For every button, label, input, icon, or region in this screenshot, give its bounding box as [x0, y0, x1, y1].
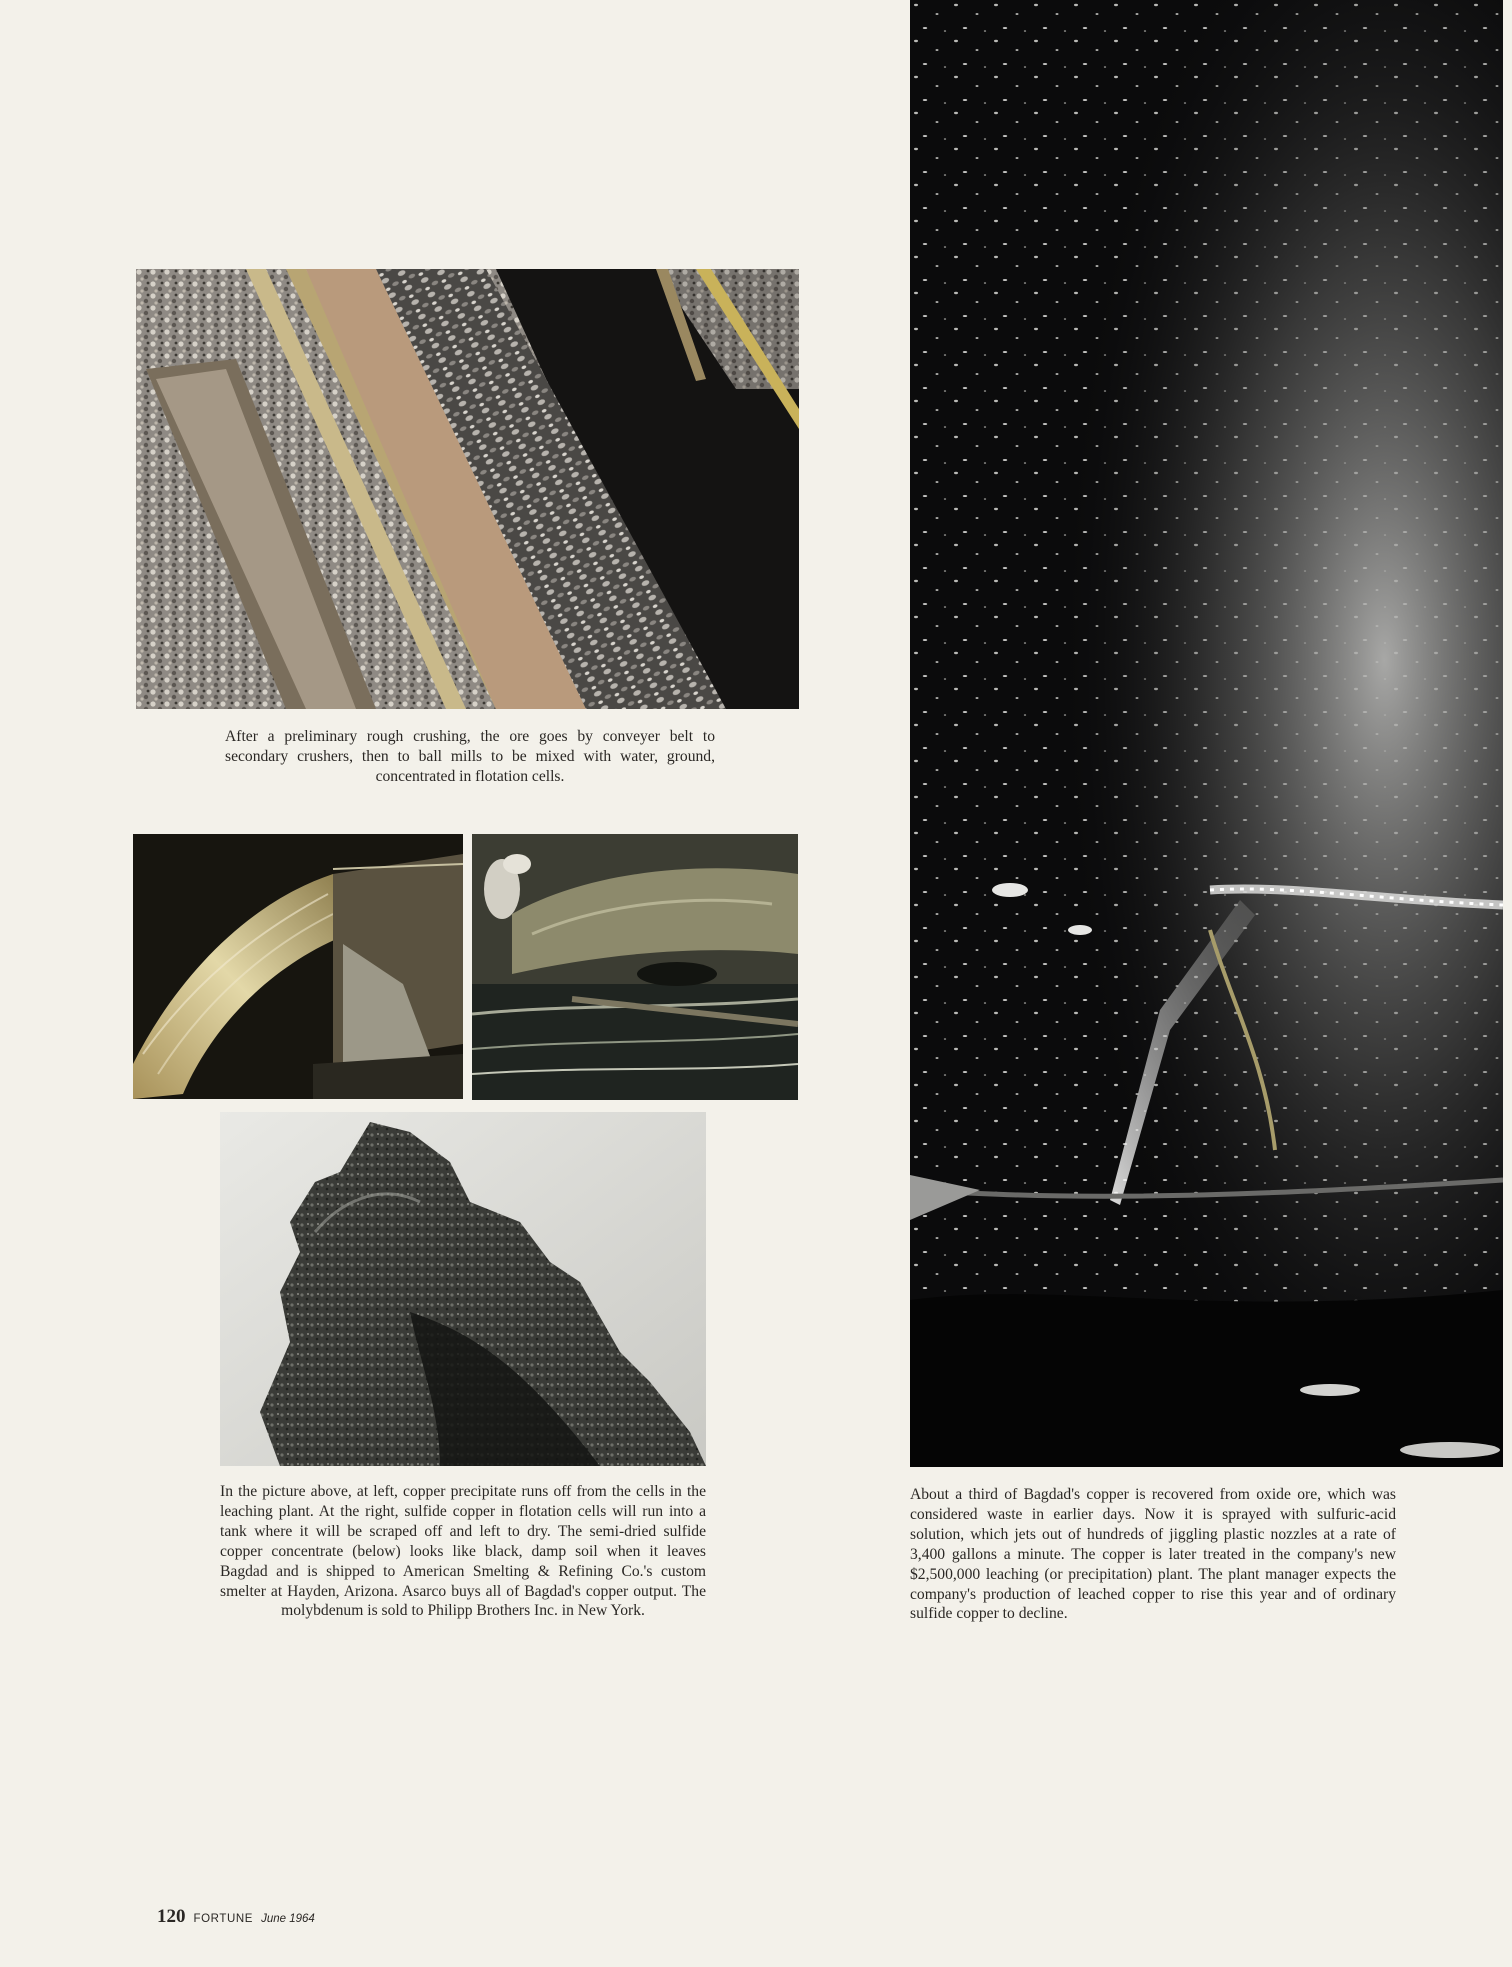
- caption-spray: About a third of Bagdad's copper is recovered from oxide ore, which was considered waste in earlier days. Now it is sprayed with sulfuric-acid solution, which jets out of hundreds of jiggling plastic nozzles at a rate of 3,400 gallons a minute. The copper is later treated in the company's new $2,500,000 leaching (or precipitation) plant. The plant manager expects the company's production of leached copper to rise this year and of ordinary sulfide copper to decline.: [910, 1486, 1396, 1623]
- issue-date: June 1964: [261, 1913, 315, 1925]
- page-folio: [157, 1906, 315, 1928]
- page-number: 120: [157, 1906, 186, 1927]
- acid-spray-photo: [910, 0, 1503, 1467]
- magazine-name: FORTUNE: [193, 1913, 254, 1925]
- copper-concentrate-photo: [220, 1112, 706, 1466]
- caption-leaching: In the picture above, at left, copper precipitate runs off from the cells in the leaching plant. At the right, sulfide copper in flotation cells will run into a tank where it will be scraped off and left to dry. The semi-dried sulfide copper concentrate (below) looks like black, damp soil when it leaves Bagdad and is shipped to American Smelting & Refining Co.'s custom smelter at Hayden, Arizona. Asarco buys all of Bagdad's copper output. The molybdenum is sold to Philipp Brothers Inc. in New York.: [220, 1483, 706, 1620]
- caption-conveyor: After a preliminary rough crushing, the ore goes by conveyer belt to secondary crushers, then to ball mills to be mixed with water, ground, concentrated in flotation cells.: [225, 728, 715, 785]
- flotation-cells-photo: [472, 834, 798, 1100]
- copper-precipitate-photo: [133, 834, 463, 1099]
- conveyor-belt-photo: [136, 269, 799, 709]
